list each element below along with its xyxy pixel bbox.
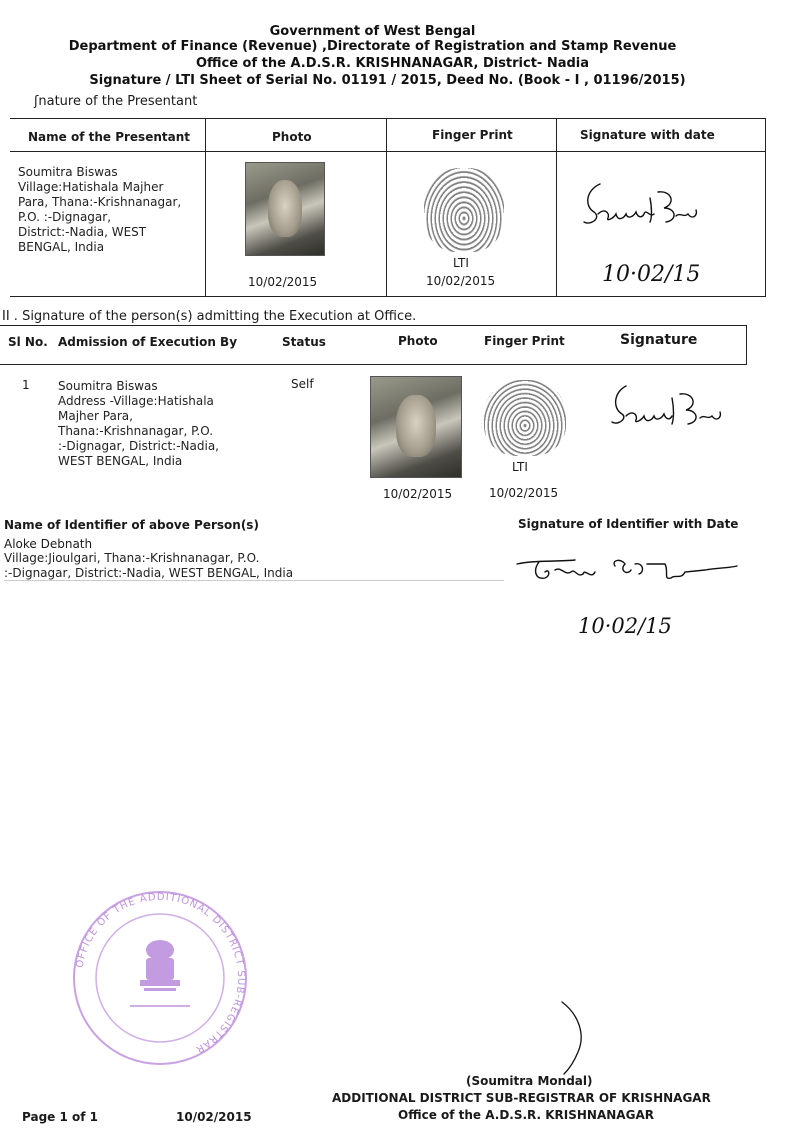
office-seal-stamp xyxy=(60,888,260,1068)
col-finger-print-2: Finger Print xyxy=(484,334,565,348)
officer-signature xyxy=(558,1000,598,1080)
section2-title: II . Signature of the person(s) admitting the Execution at Office. xyxy=(2,309,417,324)
page-number: Page 1 of 1 xyxy=(22,1110,98,1124)
identifier-underline xyxy=(4,580,504,581)
header-department: Department of Finance (Revenue) ,Directorate of Registration and Stamp Revenue xyxy=(68,39,677,54)
presentant-handwritten-date: 10·02/15 xyxy=(602,262,701,287)
col-finger-print: Finger Print xyxy=(432,128,513,142)
executant-photo-date: 10/02/2015 xyxy=(383,487,453,501)
header-office: Office of the A.D.S.R. KRISHNANAGAR, District- Nadia xyxy=(195,56,590,71)
section1-title: ʃnature of the Presentant xyxy=(34,94,198,109)
col-signature-date: Signature with date xyxy=(580,128,715,142)
col-photo-2: Photo xyxy=(398,334,438,348)
header-serial: Signature / LTI Sheet of Serial No. 01191 / 2015, Deed No. (Book - I , 01196/2015) xyxy=(89,73,686,88)
footer-date: 10/02/2015 xyxy=(176,1110,252,1124)
officer-title: ADDITIONAL DISTRICT SUB-REGISTRAR OF KRISHNAGAR xyxy=(332,1091,711,1105)
identifier-handwritten-date: 10·02/15 xyxy=(578,614,672,638)
executant-photo xyxy=(370,376,462,478)
officer-name: (Soumitra Mondal) xyxy=(466,1074,593,1088)
identifier-name: Aloke Debnath xyxy=(4,537,93,551)
identifier-signature xyxy=(515,550,745,590)
presentant-address: Soumitra Biswas Village:Hatishala Majher Para, Thana:-Krishnanagar, P.O. :-Dignagar, District:-Nadia, WEST BENGAL, India xyxy=(18,165,182,254)
identifier-signature-heading: Signature of Identifier with Date xyxy=(518,517,739,531)
executant-fp-label: LTI xyxy=(512,460,528,474)
col-signature: Signature xyxy=(620,332,698,348)
row-status: Self xyxy=(291,377,314,391)
identifier-heading: Name of Identifier of above Person(s) xyxy=(4,518,259,532)
presentant-fingerprint xyxy=(424,168,504,252)
executant-fp-date: 10/02/2015 xyxy=(489,486,559,500)
header-government: Government of West Bengal xyxy=(269,24,476,39)
office-name: Office of the A.D.S.R. KRISHNANAGAR xyxy=(398,1108,654,1122)
executant-fingerprint xyxy=(484,380,566,456)
col-admission-by: Admission of Execution By xyxy=(58,335,238,349)
svg-text:OFFICE OF THE ADDITIONAL DISTR: OFFICE OF THE ADDITIONAL DISTRICT SUB-REGISTRAR xyxy=(74,891,247,1055)
presentant-fp-date: 10/02/2015 xyxy=(426,274,496,288)
presentant-photo-date: 10/02/2015 xyxy=(248,275,318,289)
presentant-fp-label: LTI xyxy=(453,256,469,270)
col-status: Status xyxy=(282,335,326,349)
col-sl-no: Sl No. xyxy=(8,335,48,349)
col-name-presentant: Name of the Presentant xyxy=(28,130,190,144)
identifier-address: Village:Jioulgari, Thana:-Krishnanagar, P.O. :-Dignagar, District:-Nadia, WEST BENGAL, India xyxy=(4,551,294,580)
presentant-photo xyxy=(245,162,325,256)
presentant-signature xyxy=(580,178,720,238)
executant-signature xyxy=(610,382,740,438)
row-sl-no: 1 xyxy=(22,378,30,392)
row-admission-details: Soumitra Biswas Address -Village:Hatishala Majher Para, Thana:-Krishnanagar, P.O. :-Dignagar, District:-Nadia, WEST BENGAL, India xyxy=(58,379,219,468)
col-photo: Photo xyxy=(272,130,312,144)
